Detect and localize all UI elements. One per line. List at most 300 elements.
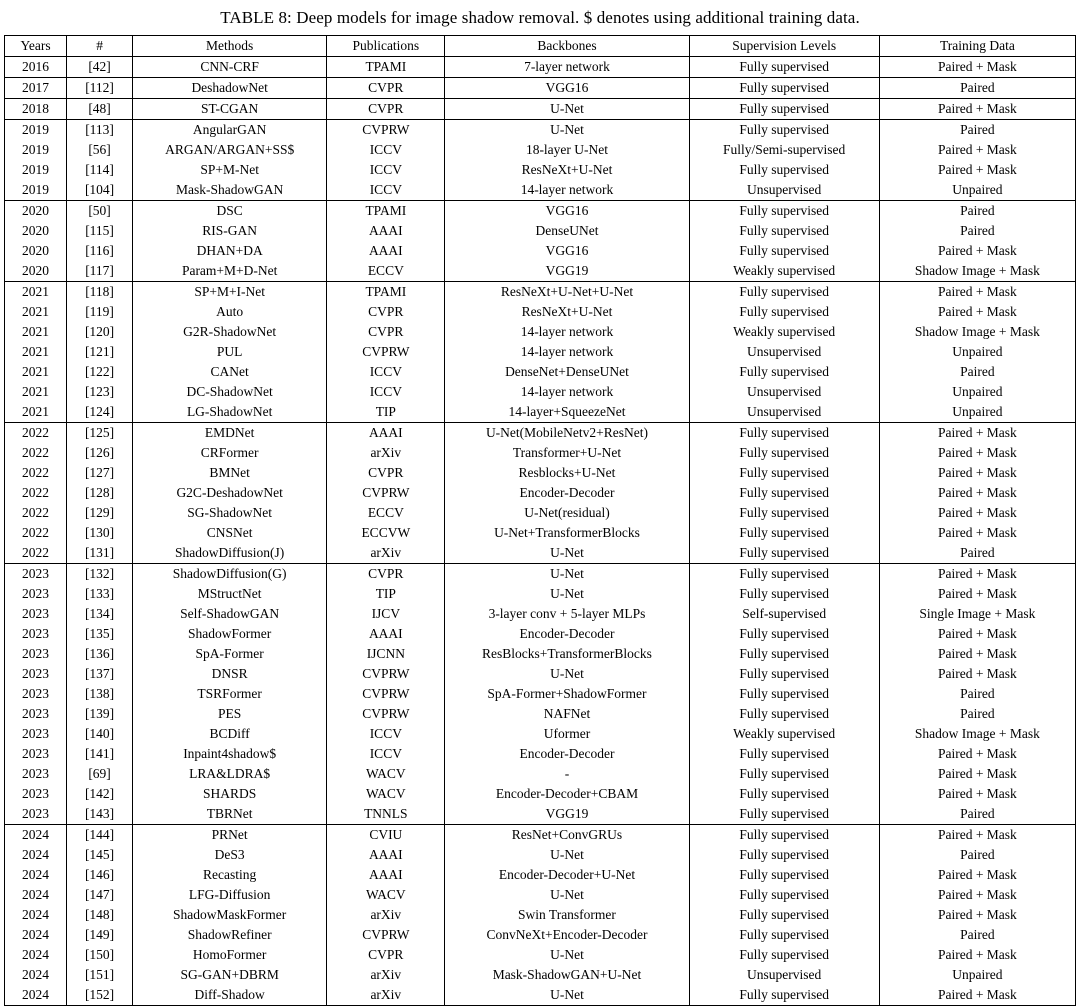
table-cell: CVPR xyxy=(327,78,445,99)
table-cell: TNNLS xyxy=(327,804,445,825)
table-cell: ECCVW xyxy=(327,523,445,543)
column-header: Publications xyxy=(327,36,445,57)
column-header: # xyxy=(67,36,133,57)
table-cell: [140] xyxy=(67,724,133,744)
table-cell: Fully/Semi-supervised xyxy=(689,140,879,160)
table-cell: Paired + Mask xyxy=(879,282,1075,303)
table-cell: 2022 xyxy=(5,443,67,463)
table-cell: [136] xyxy=(67,644,133,664)
table-cell: [137] xyxy=(67,664,133,684)
table-cell: DenseNet+DenseUNet xyxy=(445,362,689,382)
column-header: Years xyxy=(5,36,67,57)
table-cell: [149] xyxy=(67,925,133,945)
table-cell: Fully supervised xyxy=(689,704,879,724)
table-cell: ResNeXt+U-Net xyxy=(445,302,689,322)
table-row xyxy=(5,965,1076,985)
table-cell: Paired + Mask xyxy=(879,664,1075,684)
table-cell: Fully supervised xyxy=(689,664,879,684)
table-cell: AAAI xyxy=(327,241,445,261)
table-cell: U-Net xyxy=(445,664,689,684)
table-cell: [118] xyxy=(67,282,133,303)
table-row xyxy=(5,644,1076,664)
table-header xyxy=(5,36,1076,57)
table-row xyxy=(5,423,1076,444)
table-cell: [141] xyxy=(67,744,133,764)
table-row xyxy=(5,744,1076,764)
table-row xyxy=(5,180,1076,201)
table-row xyxy=(5,443,1076,463)
table-cell: Fully supervised xyxy=(689,483,879,503)
table-cell: Encoder-Decoder+CBAM xyxy=(445,784,689,804)
table-cell: - xyxy=(445,764,689,784)
table-cell: Fully supervised xyxy=(689,443,879,463)
table-row xyxy=(5,261,1076,282)
table-cell: Fully supervised xyxy=(689,99,879,120)
table-cell: DenseUNet xyxy=(445,221,689,241)
table-cell: ResNet+ConvGRUs xyxy=(445,825,689,846)
table-row xyxy=(5,523,1076,543)
table-cell: U-Net(MobileNetv2+ResNet) xyxy=(445,423,689,444)
table-cell: PES xyxy=(133,704,327,724)
table-cell: Paired + Mask xyxy=(879,865,1075,885)
table-row xyxy=(5,945,1076,965)
table-cell: Mask-ShadowGAN+U-Net xyxy=(445,965,689,985)
table-cell: 2016 xyxy=(5,57,67,78)
table-cell: Fully supervised xyxy=(689,804,879,825)
table-cell: MStructNet xyxy=(133,584,327,604)
table-cell: [133] xyxy=(67,584,133,604)
table-cell: Fully supervised xyxy=(689,644,879,664)
table-row xyxy=(5,925,1076,945)
table-cell: 2020 xyxy=(5,241,67,261)
table-cell: [116] xyxy=(67,241,133,261)
table-cell: [139] xyxy=(67,704,133,724)
table-cell: 14-layer network xyxy=(445,382,689,402)
table-cell: Paired + Mask xyxy=(879,57,1075,78)
table-cell: HomoFormer xyxy=(133,945,327,965)
table-cell: Paired + Mask xyxy=(879,483,1075,503)
table-cell: [132] xyxy=(67,564,133,585)
table-cell: PUL xyxy=(133,342,327,362)
table-cell: 2024 xyxy=(5,985,67,1006)
table-cell: 2024 xyxy=(5,965,67,985)
table-cell: Paired + Mask xyxy=(879,140,1075,160)
table-cell: Fully supervised xyxy=(689,423,879,444)
table-cell: 2024 xyxy=(5,925,67,945)
table-cell: DeS3 xyxy=(133,845,327,865)
table-cell: 2021 xyxy=(5,322,67,342)
table-cell: [142] xyxy=(67,784,133,804)
table-cell: Unsupervised xyxy=(689,402,879,423)
table-cell: Param+M+D-Net xyxy=(133,261,327,282)
table-cell: Encoder-Decoder xyxy=(445,624,689,644)
table-cell: 2019 xyxy=(5,180,67,201)
table-cell: Resblocks+U-Net xyxy=(445,463,689,483)
table-cell: ICCV xyxy=(327,382,445,402)
table-cell: LG-ShadowNet xyxy=(133,402,327,423)
table-row xyxy=(5,664,1076,684)
table-cell: Paired xyxy=(879,201,1075,222)
table-cell: Mask-ShadowGAN xyxy=(133,180,327,201)
table-cell: Paired + Mask xyxy=(879,241,1075,261)
table-cell: 2023 xyxy=(5,584,67,604)
table-row xyxy=(5,804,1076,825)
table-cell: ShadowFormer xyxy=(133,624,327,644)
table-cell: 2021 xyxy=(5,302,67,322)
table-cell: Paired + Mask xyxy=(879,160,1075,180)
table-cell: TBRNet xyxy=(133,804,327,825)
table-cell: Paired + Mask xyxy=(879,564,1075,585)
table-cell: DeshadowNet xyxy=(133,78,327,99)
table-cell: ShadowMaskFormer xyxy=(133,905,327,925)
table-cell: 2024 xyxy=(5,885,67,905)
table-row xyxy=(5,382,1076,402)
table-cell: 2023 xyxy=(5,644,67,664)
table-cell: 7-layer network xyxy=(445,57,689,78)
table-cell: AAAI xyxy=(327,865,445,885)
table-cell: U-Net xyxy=(445,845,689,865)
table-cell: [127] xyxy=(67,463,133,483)
table-cell: SHARDS xyxy=(133,784,327,804)
table-cell: SG-GAN+DBRM xyxy=(133,965,327,985)
table-cell: Paired xyxy=(879,543,1075,564)
table-cell: 14-layer network xyxy=(445,342,689,362)
table-cell: Diff-Shadow xyxy=(133,985,327,1006)
table-cell: 2021 xyxy=(5,342,67,362)
table-cell: Paired + Mask xyxy=(879,905,1075,925)
table-row xyxy=(5,825,1076,846)
table-cell: arXiv xyxy=(327,443,445,463)
table-cell: Unsupervised xyxy=(689,382,879,402)
table-cell: Recasting xyxy=(133,865,327,885)
table-cell: CVPRW xyxy=(327,664,445,684)
table-cell: Auto xyxy=(133,302,327,322)
table-cell: Shadow Image + Mask xyxy=(879,261,1075,282)
table-cell: [119] xyxy=(67,302,133,322)
table-cell: Fully supervised xyxy=(689,744,879,764)
table-cell: 2019 xyxy=(5,160,67,180)
table-cell: U-Net xyxy=(445,120,689,141)
table-row xyxy=(5,483,1076,503)
table-cell: Paired xyxy=(879,845,1075,865)
table-cell: 2024 xyxy=(5,825,67,846)
table-cell: BCDiff xyxy=(133,724,327,744)
table-cell: CVIU xyxy=(327,825,445,846)
table-cell: ICCV xyxy=(327,140,445,160)
table-cell: Weakly supervised xyxy=(689,322,879,342)
table-cell: Paired xyxy=(879,78,1075,99)
table-cell: WACV xyxy=(327,764,445,784)
table-row xyxy=(5,764,1076,784)
table-cell: ICCV xyxy=(327,362,445,382)
table-cell: [130] xyxy=(67,523,133,543)
table-cell: VGG19 xyxy=(445,804,689,825)
table-row xyxy=(5,724,1076,744)
table-cell: Encoder-Decoder+U-Net xyxy=(445,865,689,885)
table-cell: [48] xyxy=(67,99,133,120)
table-cell: 14-layer network xyxy=(445,322,689,342)
table-cell: SpA-Former xyxy=(133,644,327,664)
table-row xyxy=(5,784,1076,804)
table-row xyxy=(5,221,1076,241)
table-cell: U-Net xyxy=(445,945,689,965)
table-row xyxy=(5,865,1076,885)
table-cell: DSC xyxy=(133,201,327,222)
table-cell: Unpaired xyxy=(879,965,1075,985)
table-cell: [117] xyxy=(67,261,133,282)
table-cell: Fully supervised xyxy=(689,845,879,865)
table-cell: Paired xyxy=(879,925,1075,945)
table-cell: Weakly supervised xyxy=(689,261,879,282)
table-row xyxy=(5,624,1076,644)
table-cell: U-Net(residual) xyxy=(445,503,689,523)
column-header: Supervision Levels xyxy=(689,36,879,57)
table-cell: CNSNet xyxy=(133,523,327,543)
table-cell: CVPRW xyxy=(327,704,445,724)
table-row xyxy=(5,543,1076,564)
table-cell: [104] xyxy=(67,180,133,201)
table-cell: Fully supervised xyxy=(689,57,879,78)
table-cell: 2022 xyxy=(5,543,67,564)
table-row xyxy=(5,160,1076,180)
table-cell: [122] xyxy=(67,362,133,382)
table-cell: Paired xyxy=(879,684,1075,704)
table-cell: SP+M+I-Net xyxy=(133,282,327,303)
table-cell: [135] xyxy=(67,624,133,644)
column-header: Training Data xyxy=(879,36,1075,57)
table-cell: [150] xyxy=(67,945,133,965)
table-cell: Fully supervised xyxy=(689,684,879,704)
table-row xyxy=(5,201,1076,222)
table-row xyxy=(5,99,1076,120)
table-cell: 2023 xyxy=(5,744,67,764)
table-cell: U-Net xyxy=(445,99,689,120)
table-cell: [151] xyxy=(67,965,133,985)
table-cell: ECCV xyxy=(327,503,445,523)
table-cell: 2021 xyxy=(5,402,67,423)
table-cell: [114] xyxy=(67,160,133,180)
table-cell: [145] xyxy=(67,845,133,865)
table-row xyxy=(5,120,1076,141)
table-cell: 2023 xyxy=(5,624,67,644)
table-cell: Fully supervised xyxy=(689,362,879,382)
table-row xyxy=(5,885,1076,905)
table-row xyxy=(5,704,1076,724)
table-cell: 18-layer U-Net xyxy=(445,140,689,160)
table-cell: TPAMI xyxy=(327,282,445,303)
table-cell: Uformer xyxy=(445,724,689,744)
table-cell: 14-layer+SqueezeNet xyxy=(445,402,689,423)
table-row xyxy=(5,362,1076,382)
table-cell: Fully supervised xyxy=(689,120,879,141)
table-cell: Unpaired xyxy=(879,382,1075,402)
table-cell: VGG19 xyxy=(445,261,689,282)
table-row xyxy=(5,985,1076,1006)
table-cell: Fully supervised xyxy=(689,160,879,180)
table-cell: Transformer+U-Net xyxy=(445,443,689,463)
table-cell: ConvNeXt+Encoder-Decoder xyxy=(445,925,689,945)
table-cell: 2023 xyxy=(5,604,67,624)
table-cell: 3-layer conv + 5-layer MLPs xyxy=(445,604,689,624)
table-cell: Fully supervised xyxy=(689,543,879,564)
table-cell: CVPRW xyxy=(327,483,445,503)
table-cell: CVPR xyxy=(327,322,445,342)
table-cell: CVPRW xyxy=(327,120,445,141)
table-cell: Fully supervised xyxy=(689,764,879,784)
table-cell: Fully supervised xyxy=(689,564,879,585)
table-cell: 2022 xyxy=(5,503,67,523)
table-cell: CVPR xyxy=(327,564,445,585)
table-cell: 2023 xyxy=(5,664,67,684)
table-row xyxy=(5,57,1076,78)
table-cell: ShadowDiffusion(J) xyxy=(133,543,327,564)
table-cell: 2020 xyxy=(5,201,67,222)
table-cell: Paired + Mask xyxy=(879,523,1075,543)
table-cell: Fully supervised xyxy=(689,584,879,604)
table-cell: [147] xyxy=(67,885,133,905)
table-cell: [126] xyxy=(67,443,133,463)
table-cell: ResNeXt+U-Net+U-Net xyxy=(445,282,689,303)
table-cell: CNN-CRF xyxy=(133,57,327,78)
table-cell: CVPR xyxy=(327,945,445,965)
table-cell: [42] xyxy=(67,57,133,78)
header-row xyxy=(5,36,1076,57)
table-cell: ICCV xyxy=(327,724,445,744)
table-cell: DHAN+DA xyxy=(133,241,327,261)
table-cell: Unpaired xyxy=(879,180,1075,201)
table-cell: Paired + Mask xyxy=(879,744,1075,764)
table-cell: Paired + Mask xyxy=(879,423,1075,444)
table-cell: Unpaired xyxy=(879,342,1075,362)
table-cell: TPAMI xyxy=(327,201,445,222)
table-cell: AAAI xyxy=(327,845,445,865)
table-cell: Paired + Mask xyxy=(879,302,1075,322)
table-cell: Paired + Mask xyxy=(879,463,1075,483)
table-cell: Paired + Mask xyxy=(879,825,1075,846)
table-row xyxy=(5,140,1076,160)
table-cell: ICCV xyxy=(327,744,445,764)
table-cell: ARGAN/ARGAN+SS$ xyxy=(133,140,327,160)
table-cell: CVPRW xyxy=(327,684,445,704)
table-cell: AngularGAN xyxy=(133,120,327,141)
table-row xyxy=(5,402,1076,423)
table-cell: 2020 xyxy=(5,261,67,282)
table-cell: AAAI xyxy=(327,624,445,644)
table-cell: 2018 xyxy=(5,99,67,120)
table-cell: [56] xyxy=(67,140,133,160)
table-cell: Swin Transformer xyxy=(445,905,689,925)
table-cell: Paired xyxy=(879,120,1075,141)
table-cell: [69] xyxy=(67,764,133,784)
table-row xyxy=(5,282,1076,303)
table-cell: AAAI xyxy=(327,221,445,241)
table-caption: TABLE 8: Deep models for image shadow removal. $ denotes using additional training data. xyxy=(220,8,860,27)
table-row xyxy=(5,241,1076,261)
table-cell: [112] xyxy=(67,78,133,99)
table-cell: Fully supervised xyxy=(689,825,879,846)
table-cell: U-Net xyxy=(445,564,689,585)
table-cell: [144] xyxy=(67,825,133,846)
table-cell: LFG-Diffusion xyxy=(133,885,327,905)
table-cell: 2023 xyxy=(5,764,67,784)
table-cell: Encoder-Decoder xyxy=(445,483,689,503)
table-cell: Paired + Mask xyxy=(879,503,1075,523)
table-cell: Paired + Mask xyxy=(879,624,1075,644)
table-cell: arXiv xyxy=(327,905,445,925)
table-cell: 2023 xyxy=(5,784,67,804)
table-cell: Paired xyxy=(879,804,1075,825)
table-cell: 2017 xyxy=(5,78,67,99)
table-cell: arXiv xyxy=(327,543,445,564)
table-cell: [121] xyxy=(67,342,133,362)
table-cell: [129] xyxy=(67,503,133,523)
table-cell: DC-ShadowNet xyxy=(133,382,327,402)
table-row xyxy=(5,845,1076,865)
table-cell: BMNet xyxy=(133,463,327,483)
table-cell: [123] xyxy=(67,382,133,402)
table-row xyxy=(5,302,1076,322)
table-row xyxy=(5,503,1076,523)
table-cell: G2R-ShadowNet xyxy=(133,322,327,342)
table-cell: 2021 xyxy=(5,382,67,402)
table-cell: 2021 xyxy=(5,282,67,303)
table-cell: 2023 xyxy=(5,684,67,704)
table-cell: WACV xyxy=(327,784,445,804)
table-cell: IJCNN xyxy=(327,644,445,664)
table-cell: 2024 xyxy=(5,845,67,865)
table-cell: Fully supervised xyxy=(689,925,879,945)
table-cell: CVPR xyxy=(327,99,445,120)
table-cell: Paired + Mask xyxy=(879,764,1075,784)
table-cell: Shadow Image + Mask xyxy=(879,724,1075,744)
table-cell: CVPRW xyxy=(327,342,445,362)
table-cell: Inpaint4shadow$ xyxy=(133,744,327,764)
table-row xyxy=(5,905,1076,925)
table-cell: Fully supervised xyxy=(689,463,879,483)
table-cell: Unpaired xyxy=(879,402,1075,423)
table-cell: Single Image + Mask xyxy=(879,604,1075,624)
table-cell: arXiv xyxy=(327,965,445,985)
table-cell: VGG16 xyxy=(445,78,689,99)
table-cell: RIS-GAN xyxy=(133,221,327,241)
table-cell: Fully supervised xyxy=(689,523,879,543)
table-cell: 2022 xyxy=(5,423,67,444)
table-body xyxy=(5,57,1076,1006)
table-cell: SP+M-Net xyxy=(133,160,327,180)
table-cell: Paired + Mask xyxy=(879,784,1075,804)
table-cell: U-Net xyxy=(445,885,689,905)
table-cell: 2024 xyxy=(5,945,67,965)
table-cell: Paired + Mask xyxy=(879,985,1075,1006)
table-cell: TIP xyxy=(327,584,445,604)
table-cell: 2022 xyxy=(5,483,67,503)
table-cell: Unsupervised xyxy=(689,342,879,362)
table-row xyxy=(5,564,1076,585)
table-cell: CVPR xyxy=(327,463,445,483)
table-cell: ST-CGAN xyxy=(133,99,327,120)
table-cell: Self-supervised xyxy=(689,604,879,624)
table-cell: AAAI xyxy=(327,423,445,444)
table-row xyxy=(5,684,1076,704)
table-cell: Shadow Image + Mask xyxy=(879,322,1075,342)
table-cell: Unsupervised xyxy=(689,965,879,985)
table-cell: [134] xyxy=(67,604,133,624)
table-cell: Unsupervised xyxy=(689,180,879,201)
table-cell: Fully supervised xyxy=(689,302,879,322)
table-cell: DNSR xyxy=(133,664,327,684)
table-cell: [125] xyxy=(67,423,133,444)
table-cell: VGG16 xyxy=(445,201,689,222)
